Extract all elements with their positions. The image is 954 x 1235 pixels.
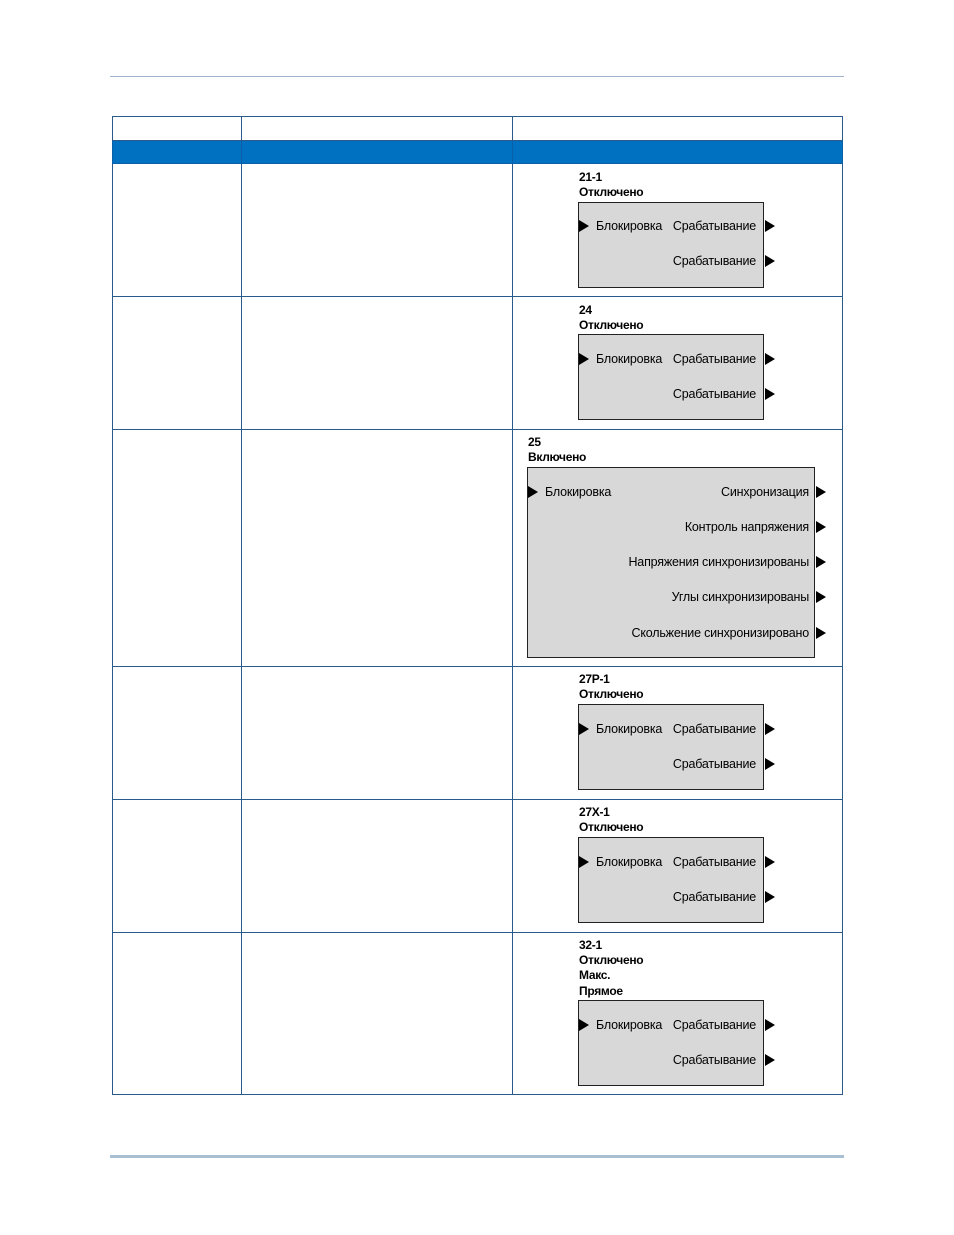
output-arrow-icon (816, 556, 826, 568)
output-label: Срабатывание (672, 1053, 756, 1067)
input-arrow-icon (579, 1019, 589, 1031)
output-label: Синхронизация (721, 485, 809, 499)
block-body (578, 1000, 764, 1086)
logic-block-27p-1[interactable] (513, 667, 842, 799)
output-label: Срабатывание (672, 254, 756, 268)
block-body (578, 334, 764, 420)
output-label: Срабатывание (672, 722, 756, 736)
table-row (113, 430, 843, 667)
output-arrow-icon (816, 521, 826, 533)
logic-block-24[interactable] (513, 297, 842, 429)
output-arrow-icon (765, 1019, 775, 1031)
output-label: Скольжение синхронизировано (631, 626, 809, 640)
output-label: Напряжения синхронизированы (628, 555, 809, 569)
output-arrow-icon (765, 220, 775, 232)
logic-table (112, 116, 843, 1095)
header-cell (113, 117, 242, 141)
input-arrow-icon (579, 723, 589, 735)
output-arrow-icon (765, 723, 775, 735)
footer-rule (110, 1155, 844, 1158)
logic-block-25[interactable] (513, 430, 842, 666)
output-arrow-icon (765, 353, 775, 365)
output-label: Срабатывание (672, 757, 756, 771)
input-arrow-icon (579, 856, 589, 868)
output-label: Срабатывание (672, 855, 756, 869)
block-id: 21-1 (579, 170, 602, 184)
block-id: 24 (579, 303, 592, 317)
input-label: Блокировка (596, 722, 663, 736)
block-body (578, 837, 764, 923)
input-label: Блокировка (596, 219, 663, 233)
output-label: Срабатывание (672, 352, 756, 366)
input-arrow-icon (579, 220, 589, 232)
block-state: Отключено (579, 953, 644, 967)
output-label: Срабатывание (672, 387, 756, 401)
block-state: Отключено (579, 687, 644, 701)
block-id: 32-1 (579, 938, 602, 952)
output-arrow-icon (816, 486, 826, 498)
input-label: Блокировка (596, 1018, 663, 1032)
block-state: Отключено (579, 820, 644, 834)
output-label: Углы синхронизированы (671, 590, 809, 604)
block-id: 27P-1 (579, 672, 610, 686)
table-row (113, 933, 843, 1095)
output-arrow-icon (765, 856, 775, 868)
output-arrow-icon (816, 591, 826, 603)
output-arrow-icon (816, 627, 826, 639)
block-body (578, 704, 764, 790)
block-state: Включено (528, 450, 587, 464)
logic-block-27x-1[interactable] (513, 800, 842, 932)
block-setting: Макс. (579, 968, 611, 982)
input-arrow-icon (528, 486, 538, 498)
input-label: Блокировка (596, 352, 663, 366)
table-row (113, 297, 843, 430)
output-label: Срабатывание (672, 1018, 756, 1032)
table-header-row (113, 117, 843, 141)
block-setting: Прямое (579, 984, 623, 998)
output-arrow-icon (765, 758, 775, 770)
table-row (113, 667, 843, 800)
block-body (578, 202, 764, 288)
output-arrow-icon (765, 255, 775, 267)
output-arrow-icon (765, 388, 775, 400)
header-cell (513, 117, 843, 141)
header-rule (110, 76, 844, 77)
input-arrow-icon (579, 353, 589, 365)
output-arrow-icon (765, 891, 775, 903)
table-row (113, 164, 843, 297)
block-id: 27X-1 (579, 805, 610, 819)
output-label: Срабатывание (672, 890, 756, 904)
logic-block-32-1[interactable] (513, 933, 842, 1094)
input-label: Блокировка (596, 855, 663, 869)
table-row (113, 800, 843, 933)
output-arrow-icon (765, 1054, 775, 1066)
input-label: Блокировка (545, 485, 612, 499)
block-state: Отключено (579, 185, 644, 199)
output-label: Срабатывание (672, 219, 756, 233)
header-cell (242, 117, 513, 141)
block-id: 25 (528, 435, 541, 449)
output-label: Контроль напряжения (684, 520, 809, 534)
logic-block-21-1[interactable] (513, 164, 842, 296)
section-band (113, 141, 843, 164)
block-state: Отключено (579, 318, 644, 332)
